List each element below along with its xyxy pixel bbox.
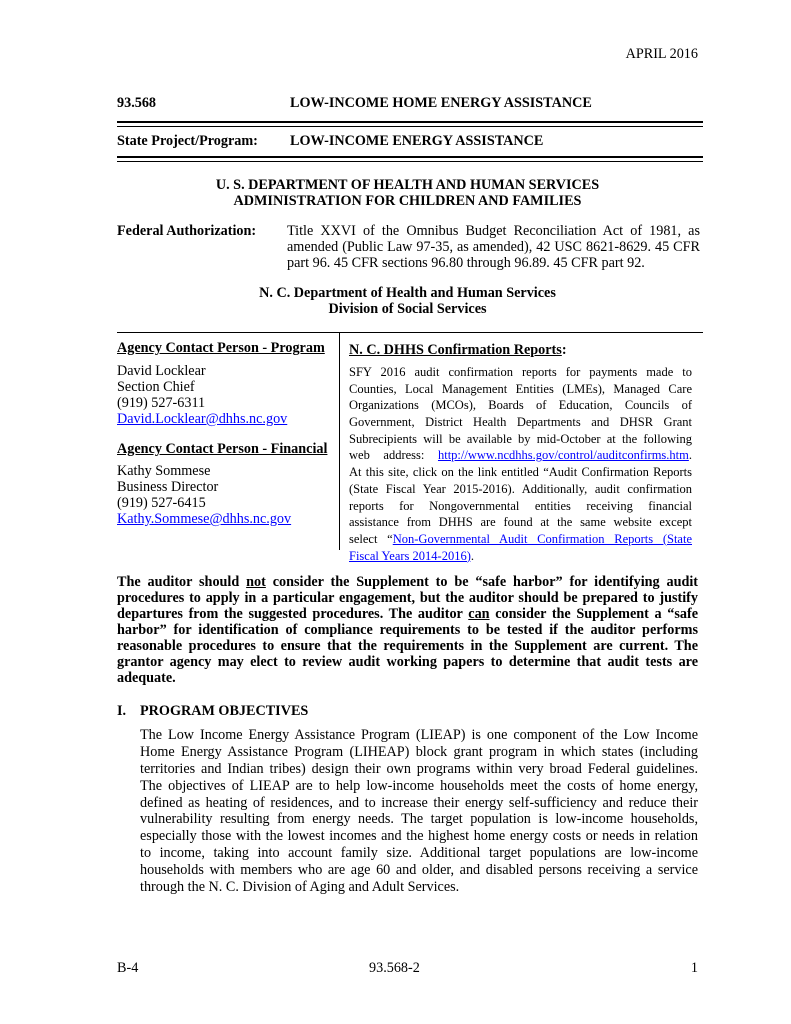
objectives-line: especially those with the lowest incomes and the highest home energy costs or needs in relation [140,828,698,845]
program-title: LOW-INCOME HOME ENERGY ASSISTANCE [290,95,592,111]
footer-page-code: 93.568-2 [369,960,420,976]
state-agency [117,285,698,317]
confirmation-reports-text [349,364,692,564]
objectives-line: defined as heating of residences, and to increase their energy self-sufficiency and reduce their [140,794,698,811]
section-divider [117,332,703,333]
confirmation-line: (State Fiscal Year 2015-2016). Additionally, audit confirmation [349,481,692,496]
disclaimer-line [117,606,698,622]
contact-title: Section Chief [117,379,195,395]
punctuation: . [470,548,474,563]
section-heading: PROGRAM OBJECTIVES [140,703,309,719]
punctuation: . [688,448,692,463]
state-agency-department: N. C. Department of Health and Human Services [259,285,556,301]
objectives-line: households with members who are age 60 and older, and disabled persons receiving a service [140,862,698,879]
non-governmental-reports-link-cont[interactable]: Fiscal Years 2014-2016) [349,548,471,563]
contact-title: Business Director [117,479,219,495]
financial-contact [117,463,332,527]
program-number: 93.568 [117,95,157,111]
disclaimer-text: departures from the suggested procedures. The auditor [117,606,463,622]
emphasis-not: not [246,574,266,590]
federal-authorization-line: part 96. 45 CFR sections 96.80 through 96.89. 45 CFR part 92. [287,255,645,271]
federal-authorization-label: Federal Authorization: [117,223,257,239]
federal-authorization-text [287,223,700,271]
non-governmental-reports-link[interactable]: Non-Governmental Audit Confirmation Reports (State [392,531,692,546]
contact-email-link[interactable]: Kathy.Sommese@dhhs.nc.gov [117,511,292,527]
select-text: select “ [349,531,393,546]
footer-page-number: 1 [690,960,698,976]
contact-phone: (919) 527-6311 [117,395,206,411]
state-program-label: State Project/Program: [117,133,258,149]
contact-name: Kathy Sommese [117,463,211,479]
emphasis-can: can [468,606,490,622]
header-date: APRIL 2016 [625,46,698,62]
confirmation-line: SFY 2016 audit confirmation reports for payments made to [349,365,692,379]
confirmation-line [349,548,692,565]
disclaimer-line [117,574,698,590]
confirmation-line: Government, District Health Departments and DHSR Grant [349,415,692,430]
confirmation-line: assistance from DHHS are found at the same website except [349,515,692,530]
objectives-line: Home Energy Assistance Program (LIHEAP) block grant program in which states (including [140,743,698,760]
contact-email-link[interactable]: David.Locklear@dhhs.nc.gov [117,411,288,427]
confirmation-line [349,447,692,464]
contact-name: David Locklear [117,363,206,379]
audit-confirms-url-link[interactable]: http://www.ncdhhs.gov/control/auditconfirms.htm [437,448,689,463]
objectives-line: to income, taking into account family size. Additional target populations are low-income [140,845,698,862]
disclaimer-line: harbor” for identification of compliance requirements to be tested if the auditor performs [117,622,698,638]
footer-section-code: B-4 [117,960,139,976]
disclaimer-line: grantor agency may elect to review audit working papers to determine that audit tests are [117,654,698,670]
auditor-disclaimer [117,574,698,686]
program-contact-heading: Agency Contact Person - Program [117,340,325,356]
objectives-line: The objectives of LIEAP are to help low-income households meet the costs of home energy, [140,777,698,794]
state-program-title: LOW-INCOME ENERGY ASSISTANCE [290,133,544,149]
confirmation-line: At this site, click on the link entitled “Audit Confirmation Reports [349,465,692,480]
objectives-line: The Low Income Energy Assistance Program (LIEAP) is one component of the Low Income [140,727,698,743]
federal-agency [117,177,698,209]
objectives-line: territories and Indian tribes) design their own programs within very broad Federal guidelines. [140,760,698,777]
financial-contact-heading: Agency Contact Person - Financial [117,441,328,457]
web-address-label: web address: [349,448,425,463]
confirmation-line: Counties, Local Management Entities (LMEs), Managed Care [349,381,692,396]
objectives-line: through the N. C. Division of Aging and Adult Services. [140,879,460,896]
federal-agency-administration: ADMINISTRATION FOR CHILDREN AND FAMILIES [233,193,582,209]
confirmation-line: Subrecipients will be available by mid-October at the following [349,431,692,446]
federal-authorization-line: Title XXVI of the Omnibus Budget Reconciliation Act of 1981, as [287,223,700,239]
disclaimer-text: consider the Supplement to be “safe harbor” for identifying audit [272,574,699,590]
disclaimer-text: The auditor should [117,574,240,590]
heading-colon: : [561,342,567,358]
disclaimer-text: consider the Supplement a “safe [495,606,699,622]
program-contact [117,363,332,427]
double-rule-divider [117,156,703,162]
confirmation-line [349,531,692,548]
state-agency-division: Division of Social Services [328,301,487,317]
confirmation-reports-heading [349,342,567,358]
double-rule-divider [117,121,703,127]
contact-phone: (919) 527-6415 [117,495,206,511]
column-divider [339,332,340,550]
disclaimer-line: procedures to apply in a particular engagement, but the auditor should be prepared to justify [117,590,698,606]
objectives-line: vulnerability resulting from energy needs. The target population is low-income households, [140,811,698,828]
confirmation-line: Organizations (MCOs), Boards of Education, Councils of [349,398,692,413]
disclaimer-line: reasonable procedures to ensure that the requirements in the Supplement are current. The [117,638,698,654]
program-objectives-text [140,727,698,896]
confirmation-reports-heading-text: N. C. DHHS Confirmation Reports [349,342,562,358]
disclaimer-line: adequate. [117,670,176,686]
confirmation-line: reports for Nongovernmental entities receiving financial [349,498,692,513]
section-number: I. [117,703,127,719]
federal-agency-department: U. S. DEPARTMENT OF HEALTH AND HUMAN SERVICES [215,177,600,193]
federal-authorization-line: amended (Public Law 97-35, as amended), 42 USC 8621-8629. 45 CFR [287,239,700,255]
